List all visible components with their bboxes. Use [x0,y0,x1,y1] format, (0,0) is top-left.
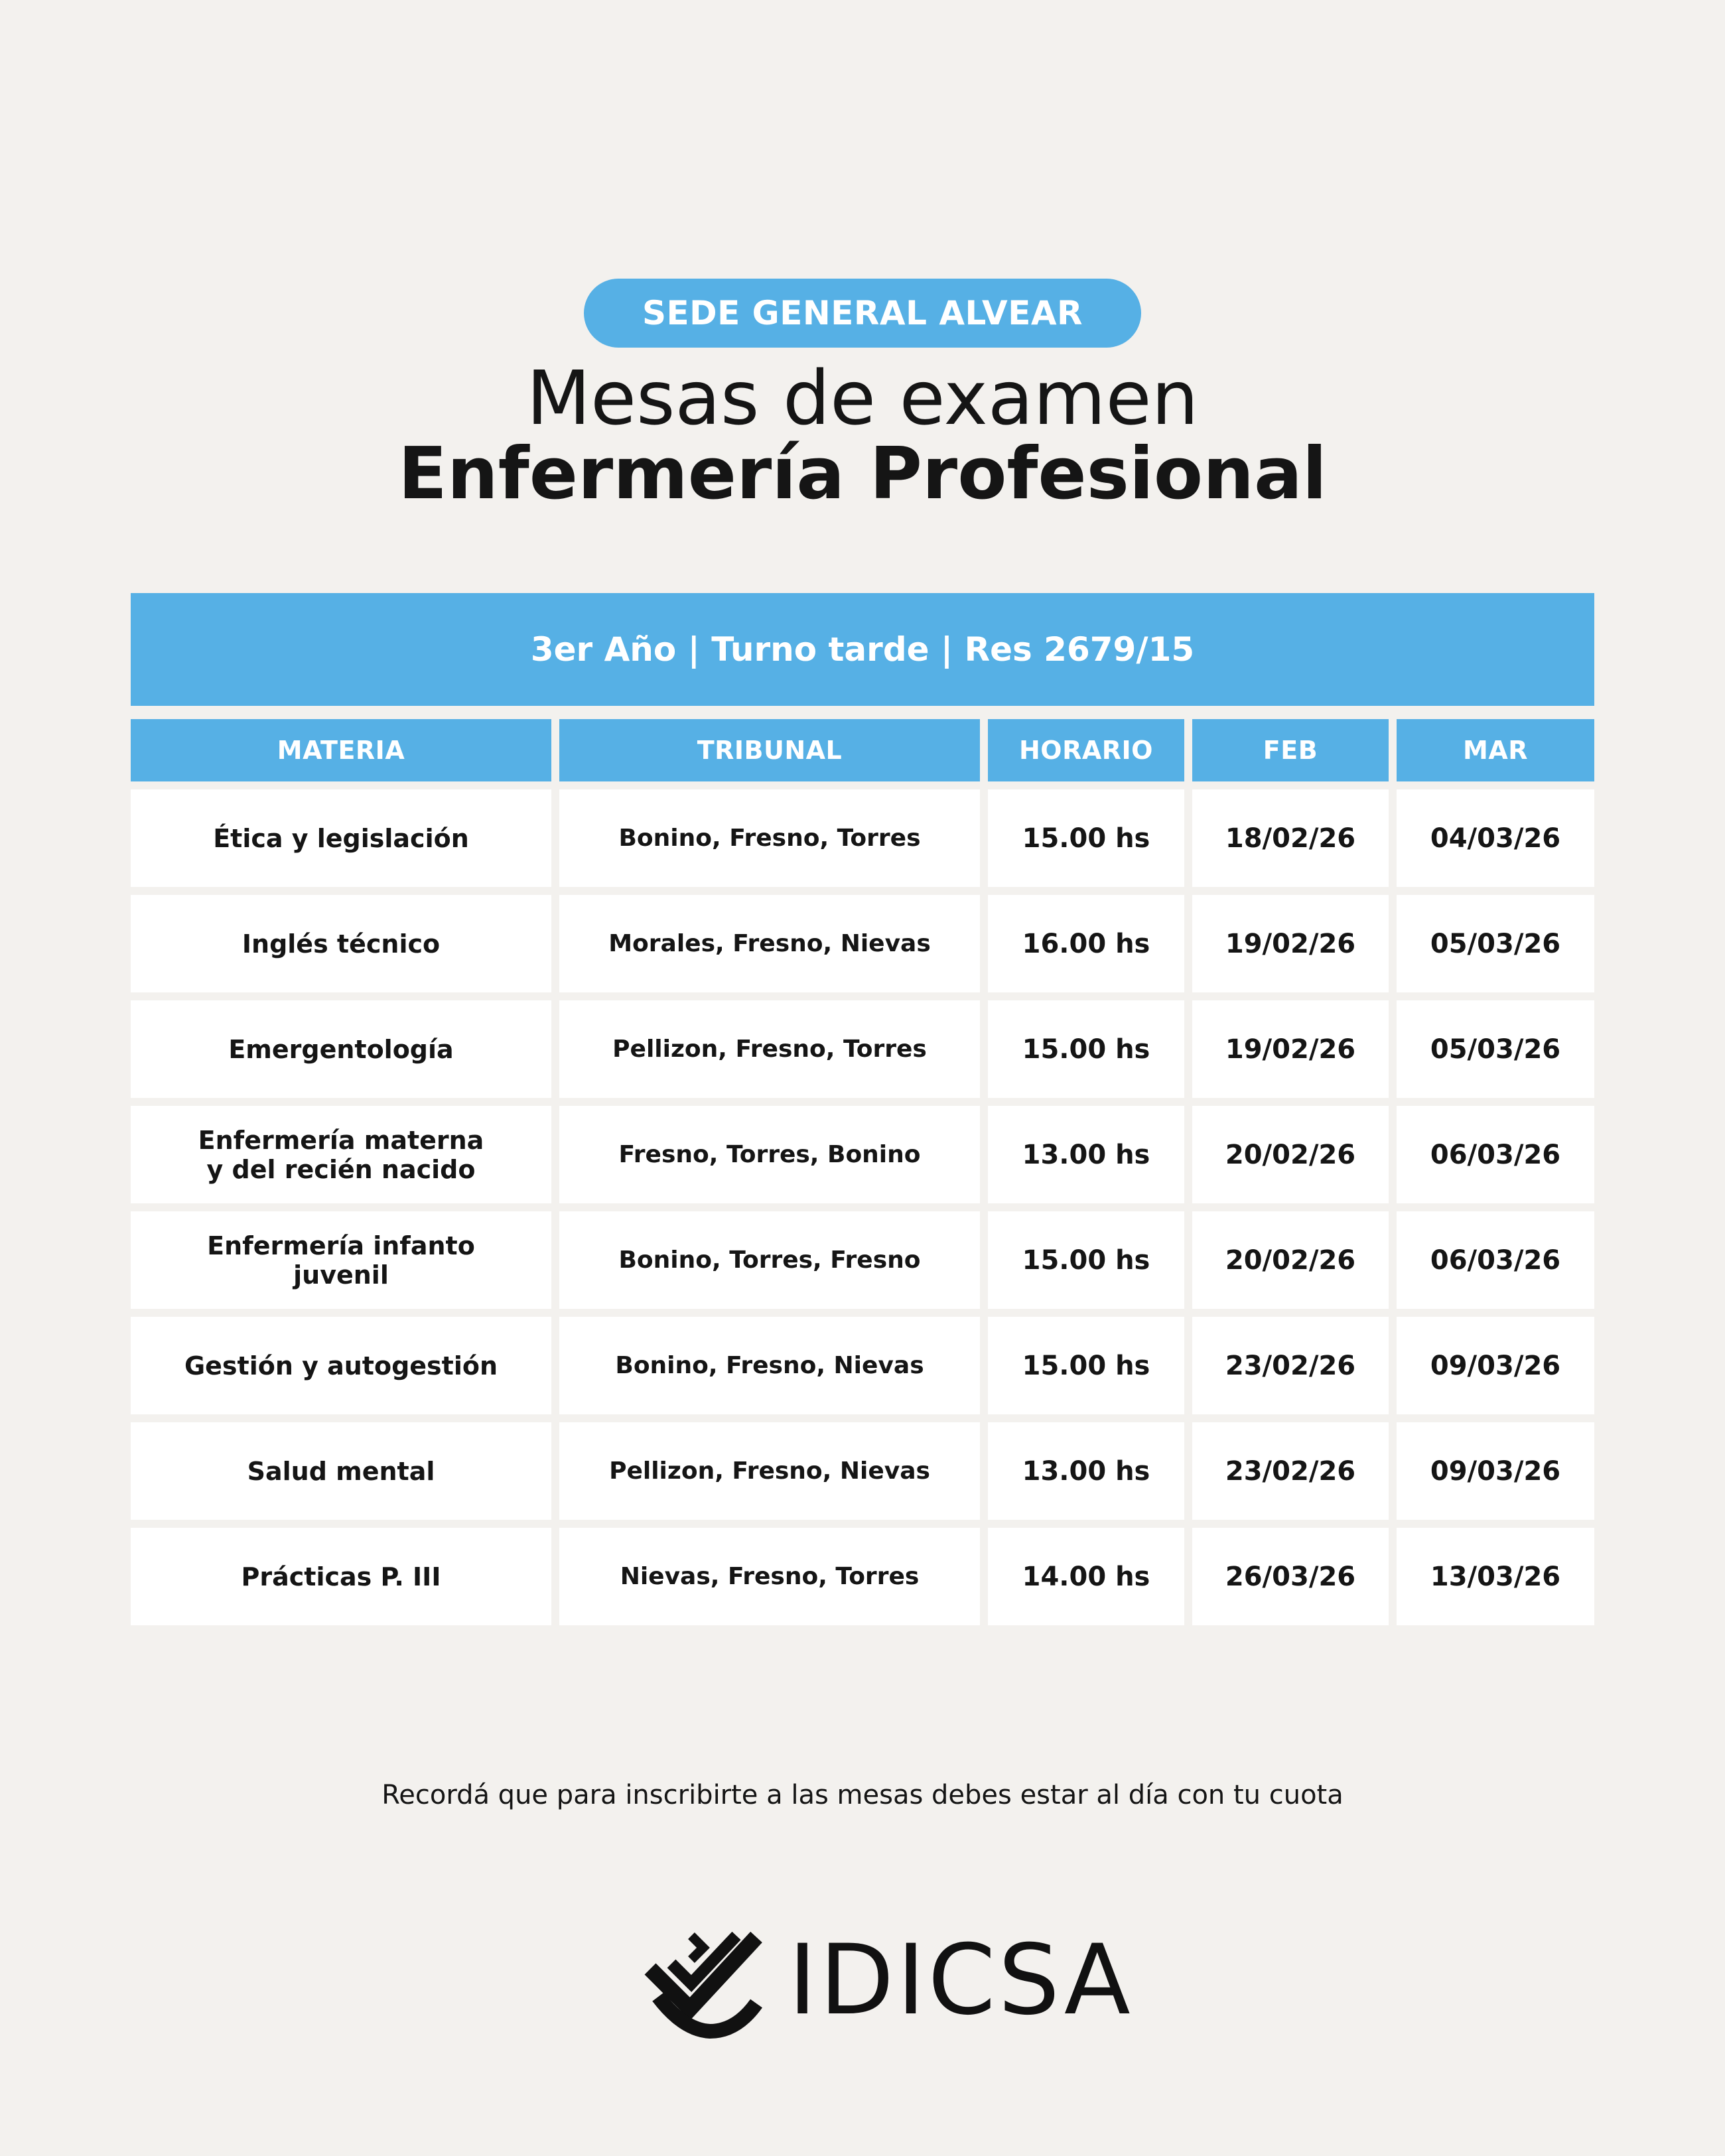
cell-materia: Inglés técnico [131,895,551,992]
page-title-line2: Enfermería Profesional [398,433,1327,515]
idicsa-logo-mark-icon [637,1917,770,2043]
cell-tribunal: Nievas, Fresno, Torres [559,1528,980,1625]
cell-tribunal: Morales, Fresno, Nievas [559,895,980,992]
cell-horario: 15.00 hs [988,789,1184,887]
cell-tribunal: Bonino, Torres, Fresno [559,1211,980,1309]
cell-materia: Enfermería infanto juvenil [131,1211,551,1309]
cell-feb: 20/02/26 [1192,1211,1389,1309]
cell-materia: Ética y legislación [131,789,551,887]
column-header-mar: MAR [1397,719,1594,781]
column-header-horario: HORARIO [988,719,1184,781]
cell-feb: 19/02/26 [1192,1000,1389,1098]
column-header-tribunal: TRIBUNAL [559,719,980,781]
cell-horario: 15.00 hs [988,1317,1184,1414]
cell-mar: 05/03/26 [1397,1000,1594,1098]
cell-tribunal: Fresno, Torres, Bonino [559,1106,980,1203]
cell-mar: 06/03/26 [1397,1106,1594,1203]
cell-tribunal: Pellizon, Fresno, Nievas [559,1422,980,1520]
cell-materia: Enfermería materna y del recién nacido [131,1106,551,1203]
logo-wordmark: IDICSA [788,1924,1133,2037]
cell-mar: 13/03/26 [1397,1528,1594,1625]
cell-mar: 09/03/26 [1397,1422,1594,1520]
cell-feb: 23/02/26 [1192,1422,1389,1520]
idicsa-logo [637,1917,1133,2043]
sede-badge: SEDE GENERAL ALVEAR [584,279,1141,348]
cell-materia: Emergentología [131,1000,551,1098]
cell-mar: 06/03/26 [1397,1211,1594,1309]
cell-feb: 20/02/26 [1192,1106,1389,1203]
cell-horario: 15.00 hs [988,1000,1184,1098]
cell-tribunal: Bonino, Fresno, Torres [559,789,980,887]
cell-feb: 23/02/26 [1192,1317,1389,1414]
cell-horario: 14.00 hs [988,1528,1184,1625]
page-title-line1: Mesas de examen [526,356,1199,442]
cell-feb: 18/02/26 [1192,789,1389,887]
footer-note: Recordá que para inscribirte a las mesas debes estar al día con tu cuota [381,1780,1344,1810]
cell-tribunal: Bonino, Fresno, Nievas [559,1317,980,1414]
cell-materia: Prácticas P. III [131,1528,551,1625]
cell-feb: 26/03/26 [1192,1528,1389,1625]
cell-mar: 04/03/26 [1397,789,1594,887]
column-header-materia: MATERIA [131,719,551,781]
cell-materia: Gestión y autogestión [131,1317,551,1414]
cell-horario: 15.00 hs [988,1211,1184,1309]
cell-horario: 16.00 hs [988,895,1184,992]
cell-mar: 09/03/26 [1397,1317,1594,1414]
cell-materia: Salud mental [131,1422,551,1520]
table-banner: 3er Año | Turno tarde | Res 2679/15 [131,593,1594,706]
cell-horario: 13.00 hs [988,1422,1184,1520]
column-header-feb: FEB [1192,719,1389,781]
cell-mar: 05/03/26 [1397,895,1594,992]
cell-horario: 13.00 hs [988,1106,1184,1203]
cell-feb: 19/02/26 [1192,895,1389,992]
exam-table [131,719,1594,1625]
cell-tribunal: Pellizon, Fresno, Torres [559,1000,980,1098]
